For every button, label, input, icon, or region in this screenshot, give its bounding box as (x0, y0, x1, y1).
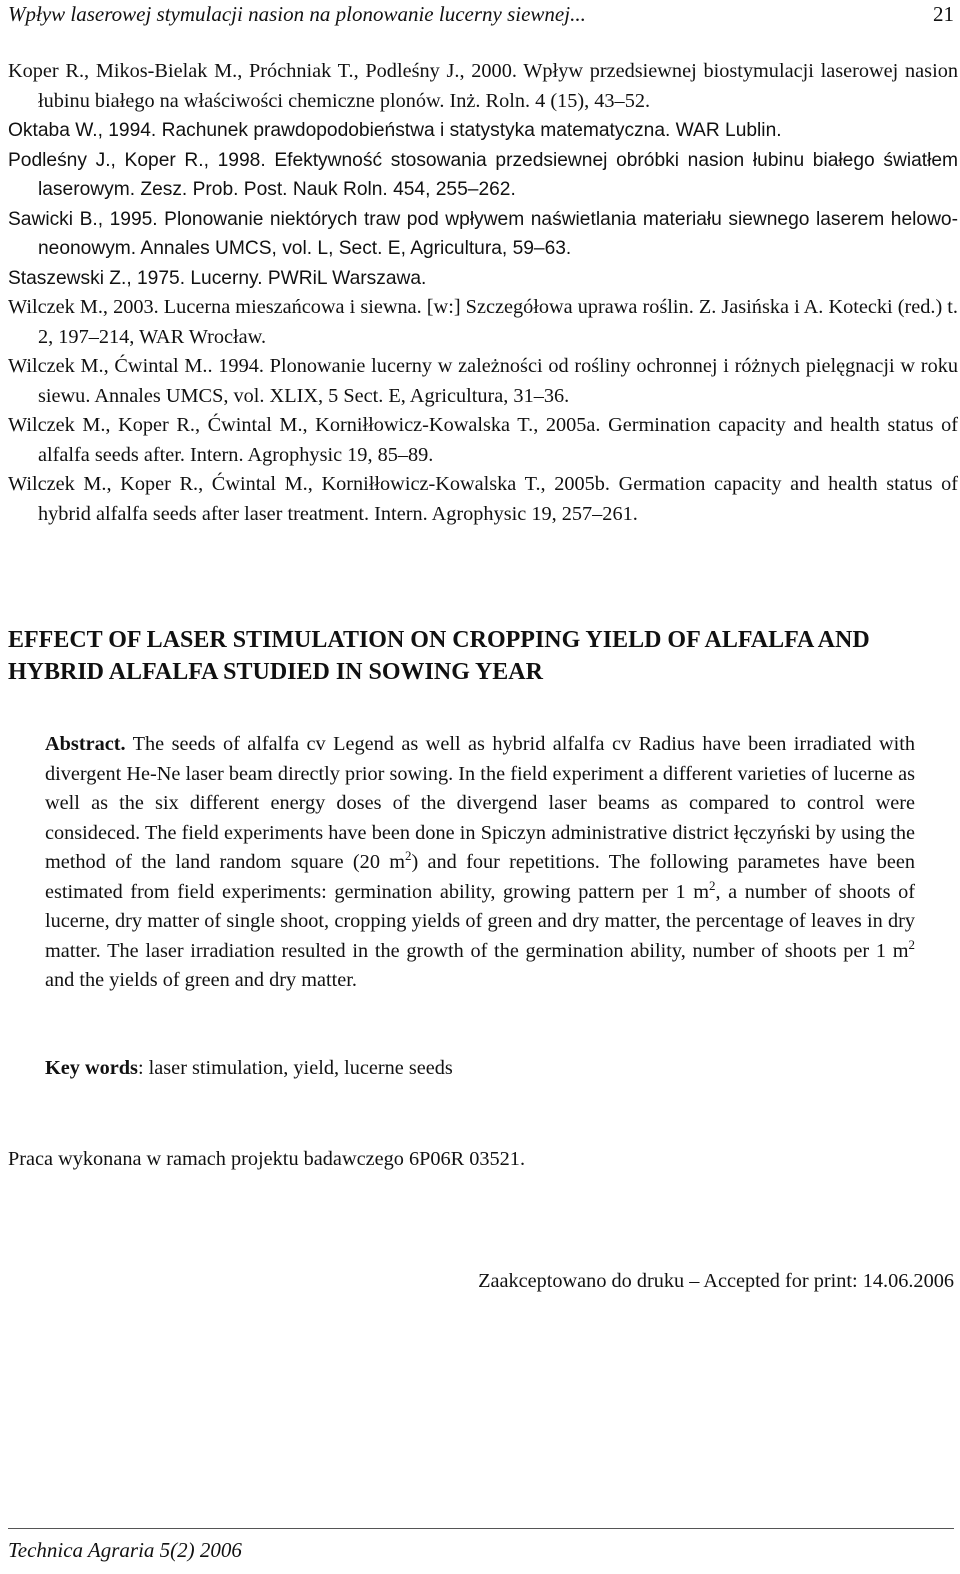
superscript: 2 (405, 848, 412, 864)
reference-list (8, 57, 958, 529)
abstract-text: and the yields of green and dry matter. (45, 969, 358, 991)
reference-item: Wilczek M., Koper R., Ćwintal M., Korniłłowicz-Kowalska T., 2005b. Germation capacity and health status of hybrid alfalfa seeds after laser treatment. Intern. Agrophysic 19, 257–261. (8, 473, 958, 525)
reference-item: Staszewski Z., 1975. Lucerny. PWRiL Warszawa. (8, 267, 427, 289)
running-title: Wpływ laserowej stymulacji nasion na plonowanie lucerny siewnej... (8, 2, 586, 26)
reference-item: Koper R., Mikos-Bielak M., Próchniak T., Podleśny J., 2000. Wpływ przedsiewnej biostymulacji laserowej nasion łubinu białego na właściwości chemiczne plonów. Inż. Roln. 4 (15), 43–52. (8, 60, 958, 112)
abstract (45, 730, 915, 996)
page-number: 21 (933, 2, 954, 26)
reference-item: Wilczek M., 2003. Lucerna mieszańcowa i siewna. [w:] Szczegółowa uprawa roślin. Z. Jasińska i A. Kotecki (red.) t. 2, 197–214, WAR Wrocław. (8, 296, 958, 348)
accepted-note: Zaakceptowano do druku – Accepted for print: 14.06.2006 (478, 1270, 954, 1292)
reference-item: Podleśny J., Koper R., 1998. Efektywność stosowania przedsiewnej obróbki nasion łubinu białego światłem laserowym. Zesz. Prob. Post. Nauk Roln. 454, 255–262. (8, 149, 958, 200)
english-title: EFFECT OF LASER STIMULATION ON CROPPING YIELD OF ALFALFA AND HYBRID ALFALFA STUDIED IN SOWING YEAR (8, 627, 870, 685)
journal-footer: Technica Agraria 5(2) 2006 (8, 1538, 242, 1562)
superscript: 2 (709, 877, 716, 893)
abstract-text: ) and four repetitions. The following parametes have been estimated from field experiments: germination ability, growing pattern per 1 m (45, 851, 915, 903)
reference-item: Wilczek M., Koper R., Ćwintal M., Korniłłowicz-Kowalska T., 2005a. Germination capacity and health status of alfalfa seeds after. Intern. Agrophysic 19, 85–89. (8, 414, 958, 466)
footer-divider (8, 1528, 954, 1529)
keywords (45, 1054, 915, 1084)
reference-item: Wilczek M., Ćwintal M.. 1994. Plonowanie lucerny w zależności od rośliny ochronnej i różnych pielęgnacji w roku siewu. Annales UMCS, vol. XLIX, 5 Sect. E, Agricultura, 31–36. (8, 355, 958, 407)
abstract-text: , a number of shoots of lucerne, dry matter of single shoot, cropping yields of green and dry matter, the percentage of leaves in dry matter. The laser irradiation resulted in the growth of the germination ability, number of shoots per 1 m (45, 880, 915, 962)
keywords-label: Key words (45, 1057, 138, 1079)
abstract-text: The seeds of alfalfa cv Legend as well as hybrid alfalfa cv Radius have been irradiated with divergent He-Ne laser beam directly prior sowing. In the field experiment a different varieties of lucerne as well as the six different energy doses of the divergend laser beams as compared to control were consideced. The field experiments have been done in Spiczyn administrative district łęczyński by using the method of the land random square (20 m (45, 733, 915, 873)
funding-note: Praca wykonana w ramach projektu badawczego 6P06R 03521. (8, 1148, 526, 1170)
reference-item: Sawicki B., 1995. Plonowanie niektórych traw pod wpływem naświetlania materiału siewnego laserem helowo-neonowym. Annales UMCS, vol. L, Sect. E, Agricultura, 59–63. (8, 208, 958, 259)
keywords-text: : laser stimulation, yield, lucerne seeds (137, 1057, 453, 1079)
abstract-label: Abstract. (45, 733, 126, 755)
running-header (8, 0, 954, 30)
reference-item: Oktaba W., 1994. Rachunek prawdopodobieństwa i statystyka matematyczna. WAR Lublin. (8, 120, 782, 141)
superscript: 2 (908, 936, 915, 952)
